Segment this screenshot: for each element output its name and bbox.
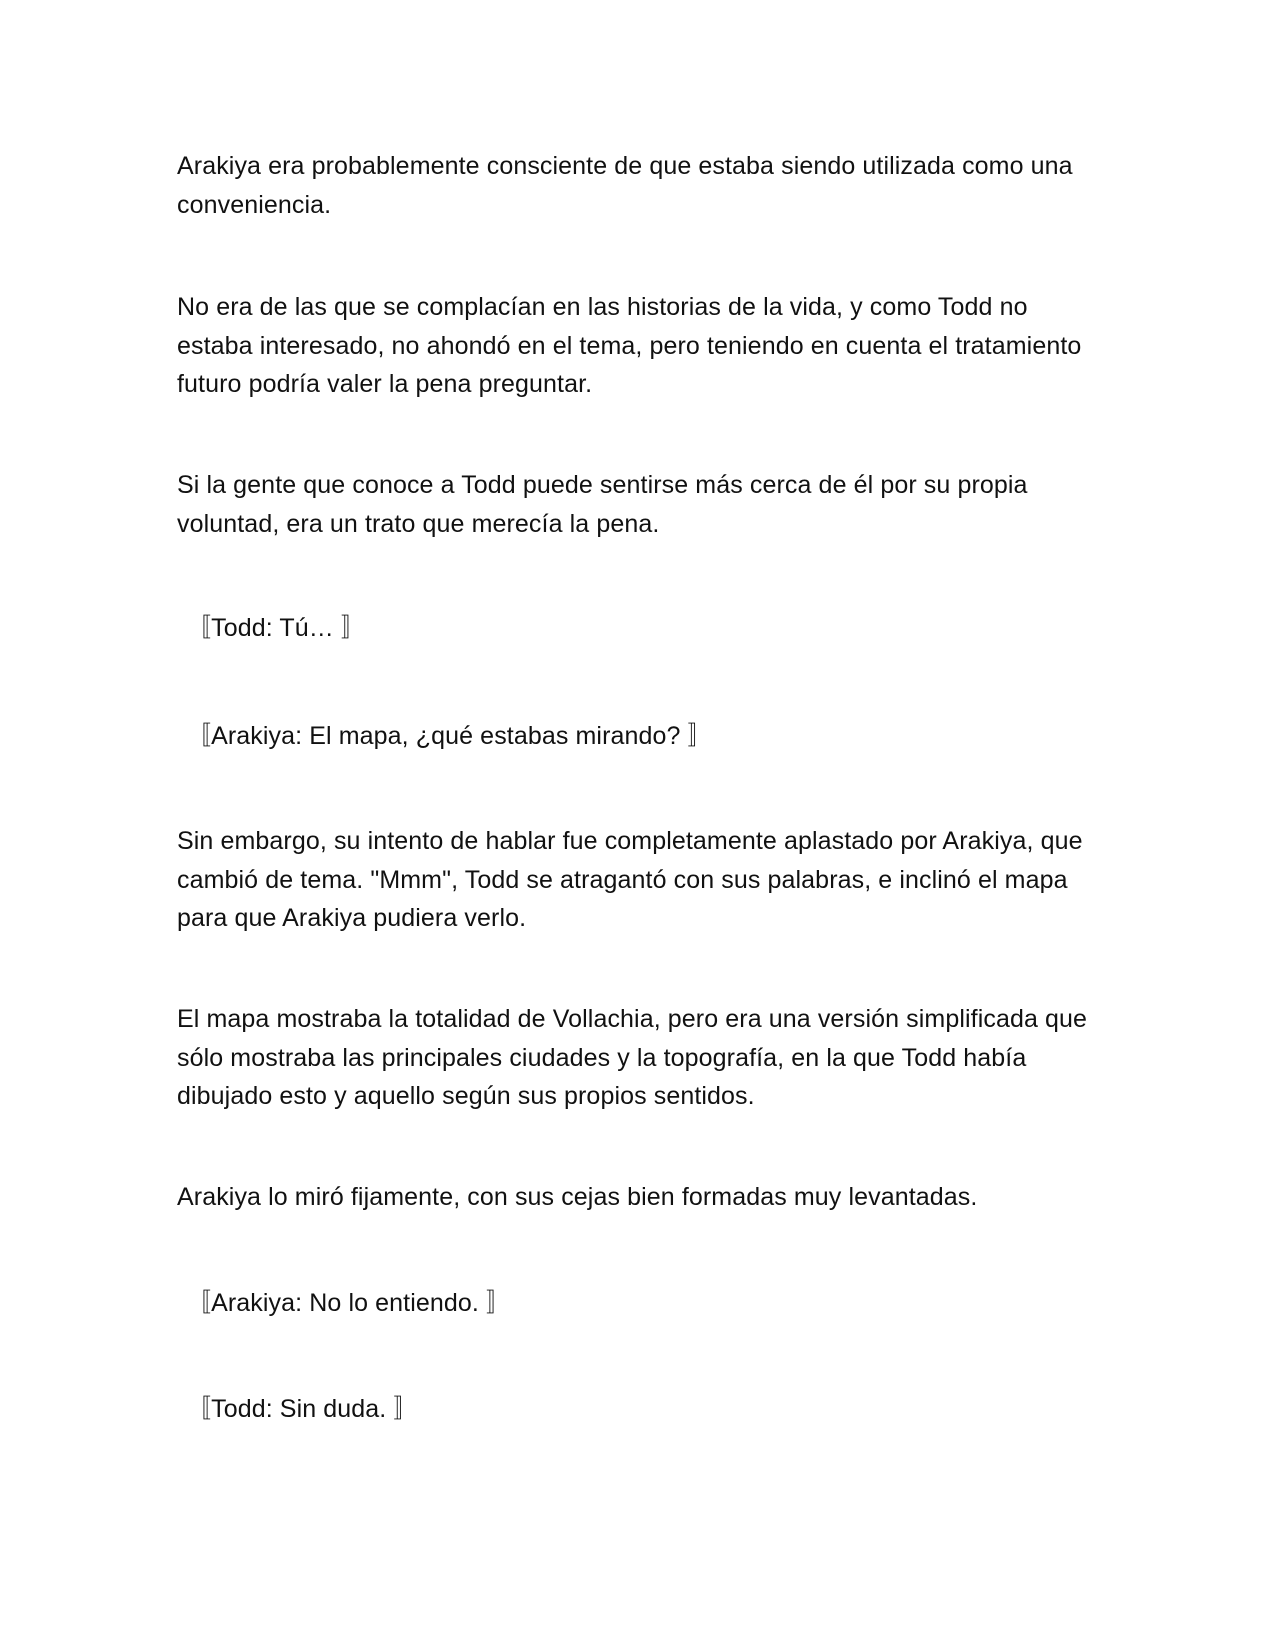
paragraph-5: El mapa mostraba la totalidad de Vollachia, pero era una versión simplificada que sólo mostraba las principales ciudades y la topografía, en la que Todd había dibujado esto y aquello según sus propios sentidos. bbox=[177, 1005, 1088, 1110]
paragraph-6: Arakiya lo miró fijamente, con sus cejas bien formadas muy levantadas. bbox=[177, 1183, 978, 1211]
paragraph-4: Sin embargo, su intento de hablar fue completamente aplastado por Arakiya, que cambió de tema. "Mmm", Todd se atragantó con sus palabras, e inclinó el mapa para que Arakiya pudiera verlo. bbox=[177, 827, 1083, 932]
paragraph-3: Si la gente que conoce a Todd puede sentirse más cerca de él por su propia voluntad, era un trato que merecía la pena. bbox=[177, 471, 1028, 538]
paragraph-2: No era de las que se complacían en las historias de la vida, y como Todd no estaba interesado, no ahondó en el tema, pero teniendo en cuenta el tratamiento futuro podría valer la pena preguntar. bbox=[177, 293, 1082, 398]
dialogue-todd-2: 〚Todd: Sin duda. 〛 bbox=[186, 1395, 419, 1423]
dialogue-todd-1: 〚Todd: Tú… 〛 bbox=[186, 614, 366, 642]
dialogue-arakiya-1: 〚Arakiya: El mapa, ¿qué estabas mirando? 〛 bbox=[186, 722, 713, 750]
paragraph-1: Arakiya era probablemente consciente de que estaba siendo utilizada como una conveniencia. bbox=[177, 152, 1073, 219]
dialogue-arakiya-2: 〚Arakiya: No lo entiendo. 〛 bbox=[186, 1289, 512, 1317]
